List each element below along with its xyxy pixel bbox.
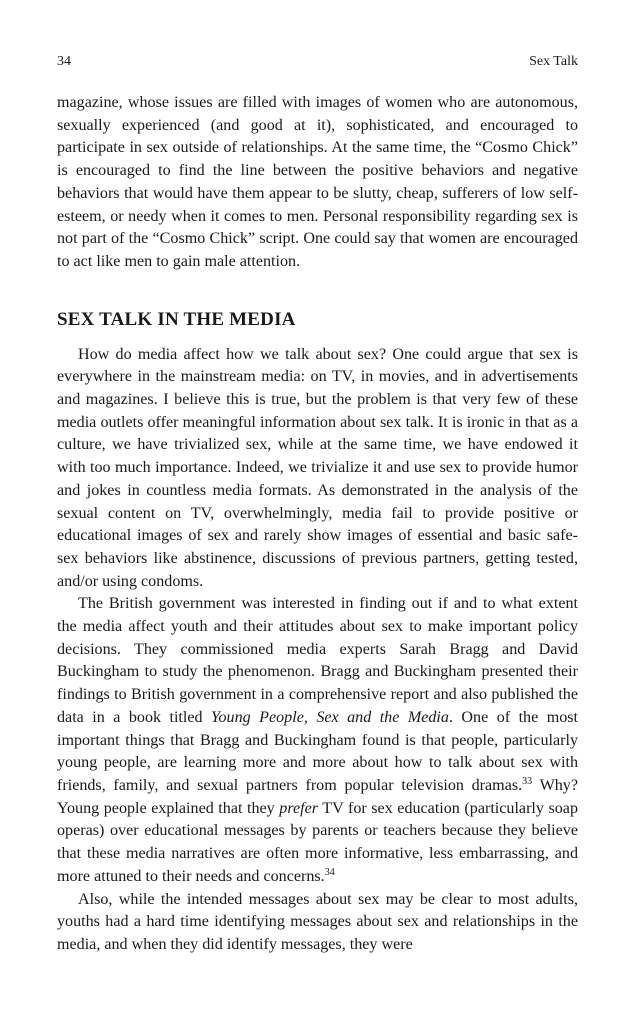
body-text bbox=[57, 92, 578, 957]
footnote-reference: 33 bbox=[522, 775, 533, 787]
emphasis-text: prefer bbox=[279, 799, 318, 817]
running-head bbox=[57, 54, 578, 74]
paragraph-text: TV for sex education (particularly soap operas) over educational messages by parents or teachers because they believe that these media narratives are often more informative, less embarrassing, and more attuned to their needs and concerns. bbox=[57, 799, 578, 885]
paragraph-british-study bbox=[57, 593, 578, 888]
paragraph-text: . One of the most important things that Bragg and Buckingham found is that people, particularly young people, are learning more and more about how to talk about sex with friends, family, and sexual partners from popular television dramas. bbox=[57, 708, 578, 794]
paragraph-continuation: magazine, whose issues are filled with images of women who are autonomous, sexually experienced (and good at it), sophisticated, and encouraged to participate in sex outside of relationships. At the same time, the “Cosmo Chick” is encouraged to find the line between the positive behaviors and negative behaviors that would have them appear to be slutty, cheap, sufferers of low self-esteem, or needy when it comes to men. Personal responsibility regarding sex is not part of the “Cosmo Chick” script. One could say that women are encouraged to act like men to gain male attention. bbox=[57, 94, 578, 270]
paragraph-youth-messages: Also, while the intended messages about sex may be clear to most adults, youths had a hard time identifying messages about sex and relationships in the media, and when they did identify messages, they were bbox=[57, 890, 578, 953]
page-number: 34 bbox=[57, 54, 71, 69]
paragraph-text: Why? Young people explained that they bbox=[57, 776, 578, 817]
book-page bbox=[57, 0, 578, 1026]
paragraph-text: The British government was interested in finding out if and to what extent the media affect youth and their attitudes about sex to make important policy decisions. They commissioned media experts Sarah Bragg and David Buckingham to study the phenomenon. Bragg and Buckingham presented their findings to British government in a comprehensive report and also published the data in a book titled bbox=[57, 595, 578, 726]
footnote-reference: 34 bbox=[324, 866, 335, 878]
section-heading: SEX TALK IN THE MEDIA bbox=[57, 308, 296, 330]
book-title: Young People, Sex and the Media bbox=[211, 708, 449, 726]
paragraph-media-sex: How do media affect how we talk about sex? One could argue that sex is everywhere in the mainstream media: on TV, in movies, and in advertisements and magazines. I believe this is true, but the problem is that very few of these media outlets offer meaningful information about sex talk. It is ironic in that as a culture, we have trivialized sex, while at the same time, we have endowed it with too much importance. Indeed, we trivialize it and use sex to provide humor and jokes in countless media formats. As demonstrated in the analysis of the sexual content on TV, overwhelmingly, media fail to provide positive or educational images of sex and rarely show images of essential and basic safe-sex behaviors like abstinence, discussions of previous partners, getting tested, and/or using condoms. bbox=[57, 345, 578, 590]
running-title: Sex Talk bbox=[529, 54, 578, 69]
